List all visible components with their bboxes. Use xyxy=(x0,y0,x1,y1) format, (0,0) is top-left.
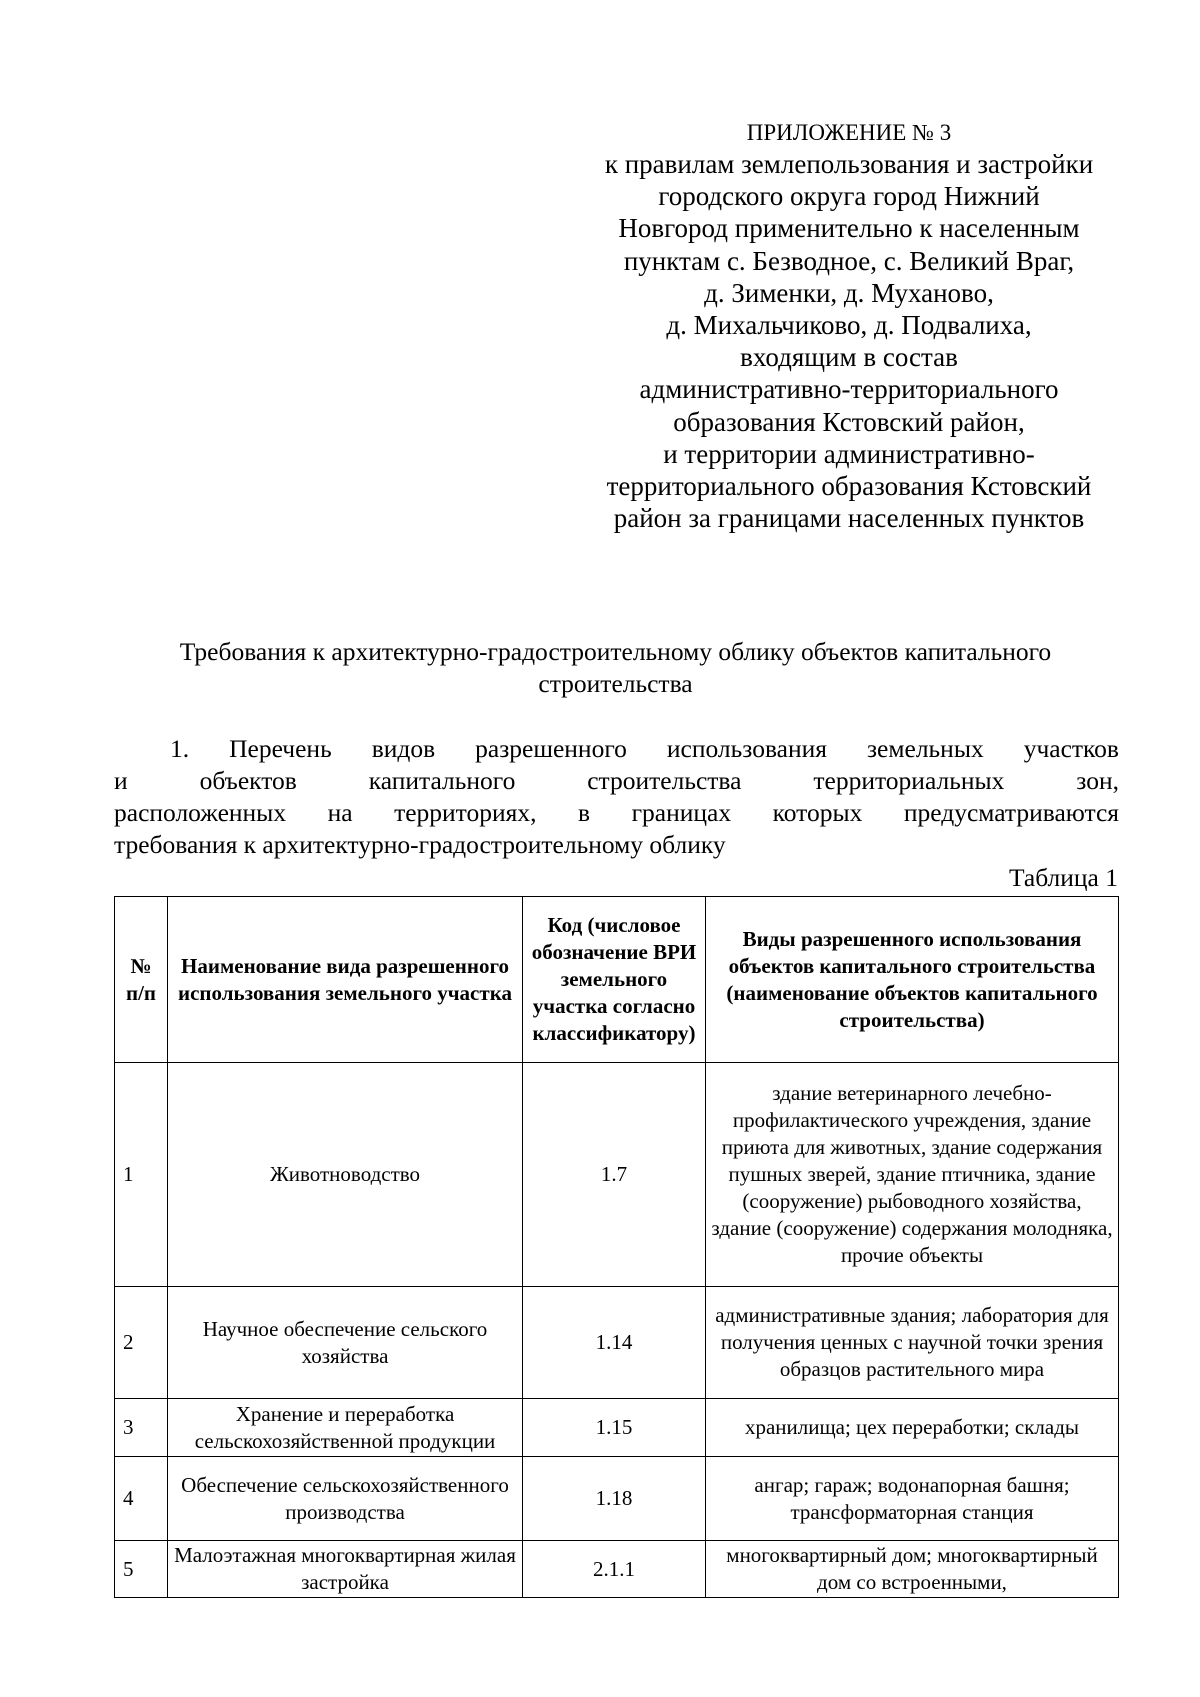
row-number: 3 xyxy=(115,1399,168,1457)
row-code: 1.18 xyxy=(523,1457,706,1541)
word: использования xyxy=(666,734,827,763)
row-name: Хранение и переработка сельскохозяйственной продукции xyxy=(168,1399,523,1457)
row-kinds: административные здания; лаборатория для получения ценных с научной точки зрения образцов растительного мира xyxy=(706,1287,1119,1399)
word: капитального xyxy=(368,766,516,795)
appendix-line: д. Зименки, д. Муханово, xyxy=(704,277,994,308)
word: зон, xyxy=(1076,766,1119,795)
word: которых xyxy=(772,798,863,827)
paragraph-line: требования к архитектурно-градостроительному облику xyxy=(114,830,726,859)
word: Перечень xyxy=(229,734,332,763)
word: строительства xyxy=(587,766,742,795)
table-row xyxy=(115,1541,1119,1598)
document-title: Требования к архитектурно-градостроительному облику объектов капитального строительства xyxy=(179,637,1052,698)
row-code: 1.14 xyxy=(523,1287,706,1399)
row-name: Научное обеспечение сельского хозяйства xyxy=(168,1287,523,1399)
header-kinds: Виды разрешенного использования объектов капитального строительства (наименование объектов капитального строительства) xyxy=(706,897,1119,1063)
appendix-line: район за границами населенных пунктов xyxy=(613,503,1085,534)
word: предусматриваются xyxy=(903,798,1119,827)
paragraph-line xyxy=(114,733,1119,765)
word: объектов xyxy=(199,766,297,795)
table-row xyxy=(115,1287,1119,1399)
row-name: Обеспечение сельскохозяйственного производства xyxy=(168,1457,523,1541)
appendix-line: Новгород применительно к населенным xyxy=(618,213,1080,244)
word: и xyxy=(114,766,128,795)
table-row xyxy=(115,1063,1119,1287)
word: 1. xyxy=(170,734,190,763)
row-name: Малоэтажная многоквартирная жилая застройка xyxy=(168,1541,523,1598)
land-use-table xyxy=(114,896,1119,1598)
appendix-line: д. Михальчиково, д. Подвалиха, xyxy=(666,310,1032,341)
row-kinds: ангар; гараж; водонапорная башня; трансформаторная станция xyxy=(706,1457,1119,1541)
table-header-row xyxy=(115,897,1119,1063)
row-code: 2.1.1 xyxy=(523,1541,706,1598)
row-number: 4 xyxy=(115,1457,168,1541)
row-number: 1 xyxy=(115,1063,168,1287)
word: земельных xyxy=(866,734,984,763)
word: участков xyxy=(1023,734,1119,763)
appendix-line: к правилам землепользования и застройки xyxy=(604,149,1094,179)
paragraph-line xyxy=(114,765,1119,797)
table-row xyxy=(115,1457,1119,1541)
appendix-line: пунктам с. Безводное, с. Великий Враг, xyxy=(623,245,1075,276)
appendix-line: образования Кстовский район, xyxy=(673,406,1025,437)
word: территориях, xyxy=(394,798,537,827)
word: разрешенного xyxy=(475,734,627,763)
row-number: 5 xyxy=(115,1541,168,1598)
row-kinds: хранилища; цех переработки; склады xyxy=(706,1399,1119,1457)
row-kinds: многоквартирный дом; многоквартирный дом со встроенными, xyxy=(706,1541,1119,1598)
paragraph-line xyxy=(114,797,1119,829)
header-name: Наименование вида разрешенного использования земельного участка xyxy=(168,897,523,1063)
appendix-heading: ПРИЛОЖЕНИЕ № 3 xyxy=(746,120,952,145)
word: на xyxy=(327,798,353,827)
table-caption: Таблица 1 xyxy=(1008,863,1118,892)
word: видов xyxy=(371,734,436,763)
row-code: 1.15 xyxy=(523,1399,706,1457)
row-name: Животноводство xyxy=(168,1063,523,1287)
appendix-line: территориального образования Кстовский xyxy=(606,471,1092,502)
word: территориальных xyxy=(813,766,1005,795)
word: в xyxy=(578,798,591,827)
row-kinds: здание ветеринарного лечебно-профилактического учреждения, здание приюта для животных, здание содержания пушных зверей, здание птичника, здание (сооружение) рыбоводного хозяйства, здание (сооружение) содержания молодняка, прочие объекты xyxy=(706,1063,1119,1287)
header-code: Код (числовое обозначение ВРИ земельного участка согласно классификатору) xyxy=(523,897,706,1063)
row-code: 1.7 xyxy=(523,1063,706,1287)
row-number: 2 xyxy=(115,1287,168,1399)
appendix-line: городского округа город Нижний xyxy=(658,181,1040,212)
table-row xyxy=(115,1399,1119,1457)
appendix-line: входящим в состав xyxy=(740,342,958,373)
header-number: № п/п xyxy=(115,897,168,1063)
word: расположенных xyxy=(114,798,287,827)
word: границах xyxy=(631,798,732,827)
appendix-block xyxy=(565,118,1133,534)
appendix-line: и территории административно- xyxy=(663,438,1035,469)
intro-paragraph xyxy=(114,733,1119,861)
appendix-line: административно-территориального xyxy=(639,374,1059,405)
